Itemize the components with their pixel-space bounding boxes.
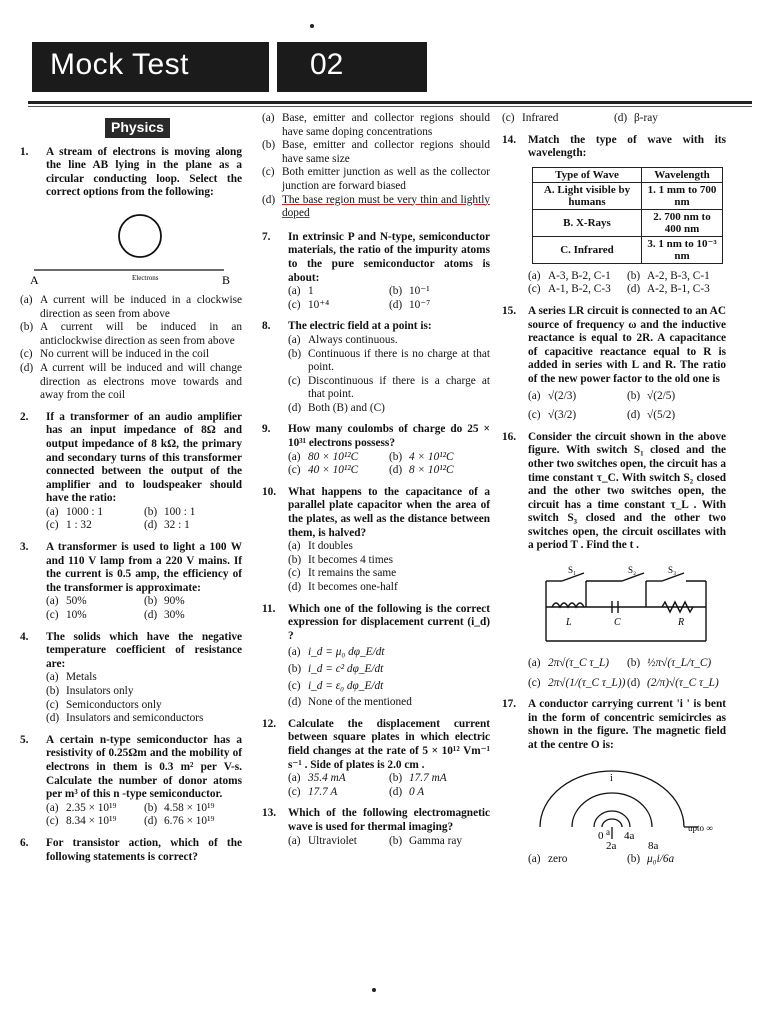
section-tag: Physics <box>105 118 170 138</box>
question-number: 2. <box>20 410 29 423</box>
option[interactable]: (a) Always continuous. <box>288 333 398 346</box>
header-number: 02 <box>310 48 344 81</box>
option[interactable]: (b) It becomes 4 times <box>288 553 394 566</box>
radius-a-label: a <box>606 826 610 837</box>
option[interactable]: (b) A-2, B-3, C-1 <box>627 269 710 282</box>
table-cell: 3. 1 nm to 10⁻³ nm <box>642 236 723 263</box>
question-11 <box>262 603 490 710</box>
option[interactable]: (d) Insulators and semiconductors <box>46 712 204 725</box>
question-text: Which of the following electromagnetic wave is used for thermal imaging? <box>288 807 490 833</box>
option[interactable]: (a) Ultraviolet <box>288 834 357 847</box>
option[interactable]: (a) 1000 : 1 <box>46 505 104 518</box>
option[interactable]: (a) 2π√(τ_C τ_L) <box>528 657 610 670</box>
question-3 <box>20 541 242 623</box>
question-8 <box>262 320 490 415</box>
question-text: Consider the circuit shown in the above figure. With switch S₁ closed and the other two switches open, the circuit has a time constant τ_C. With switch S₂ closed and the other two switches open, the circuit has a time constant τ_L . With switch S₃ closed and the other two switches open, the circuit oscillates with a period T . Find the t . <box>528 430 726 552</box>
question-number: 11. <box>262 602 276 615</box>
question-1 <box>20 146 242 200</box>
question-number: 15. <box>502 304 517 317</box>
option[interactable]: (d) β-ray <box>614 112 658 124</box>
question-14 <box>502 134 726 297</box>
question-number: 3. <box>20 541 29 554</box>
option-row <box>528 657 726 671</box>
inductor-label: L <box>566 617 572 629</box>
option[interactable]: (b) i_d = c² dφ_E/dt <box>288 662 384 675</box>
option[interactable]: (b) A current will be induced in an anticlockwise direction as seen from above <box>20 321 242 347</box>
option[interactable]: (a) 80 × 10¹²C <box>288 450 359 463</box>
centre-label: 0 <box>598 829 604 842</box>
switch-s1-label: S₁ <box>568 565 577 576</box>
resistor-label: R <box>678 617 685 629</box>
option[interactable]: (a) zero <box>528 852 568 865</box>
column-1 <box>20 112 242 872</box>
table-header-cell: Wavelength <box>642 167 723 182</box>
table-cell: 1. 1 mm to 700 nm <box>642 182 723 209</box>
column-2 <box>262 112 490 856</box>
table-row <box>533 236 723 263</box>
question-number: 16. <box>502 430 517 443</box>
table-header-cell: Type of Wave <box>533 167 642 182</box>
question-12 <box>262 718 490 800</box>
current-label: i <box>610 772 613 784</box>
option[interactable]: (c) 8.34 × 10¹⁹ <box>46 815 117 828</box>
loop-figure <box>20 208 242 290</box>
option[interactable]: (a) Metals <box>46 671 97 684</box>
question-17 <box>502 698 726 752</box>
option[interactable]: (a) 2.35 × 10¹⁹ <box>46 801 117 814</box>
table-cell: C. Infrared <box>533 236 642 263</box>
question-text: A stream of electrons is moving along the line AB lying in the plane as a circular conducting loop. Select the correct options from the following: <box>46 145 242 199</box>
option[interactable]: (b) Continuous if there is no charge at that point. <box>288 347 490 374</box>
option[interactable]: (c) 10% <box>46 609 87 622</box>
option[interactable]: (c) 2π√(1/(τ_C τ_L)) <box>528 676 626 689</box>
header-rule <box>28 101 752 104</box>
question-number: 12. <box>262 717 277 730</box>
question-number: 13. <box>262 807 277 820</box>
option[interactable]: (b) μ₀i/6a <box>627 852 675 865</box>
question-number: 8. <box>262 320 271 333</box>
option-row <box>528 390 726 404</box>
table-cell: B. X-Rays <box>533 209 642 236</box>
option-row <box>288 786 490 800</box>
option[interactable]: (d) It becomes one-half <box>288 581 398 593</box>
question-6-options <box>262 112 490 221</box>
question-6 <box>20 837 242 864</box>
switch-s2-label: S₂ <box>628 565 637 576</box>
table-header-row <box>533 167 723 182</box>
option[interactable]: (b) 90% <box>144 595 185 608</box>
option[interactable]: (d) 6.76 × 10¹⁹ <box>144 815 215 828</box>
wavelength-table <box>532 167 723 264</box>
question-7 <box>262 231 490 313</box>
question-text: In extrinsic P and N-type, semiconductor materials, the ratio of the impurity atoms to the pure semiconductor atoms is about: <box>288 230 490 284</box>
question-13-options-cont <box>502 112 726 126</box>
option-row <box>46 506 242 520</box>
option[interactable]: (d) 8 × 10¹²C <box>389 464 454 477</box>
point-a-label: A <box>30 272 39 287</box>
option-row <box>46 802 242 816</box>
option-row <box>288 835 490 849</box>
table-cell: A. Light visible by humans <box>533 182 642 209</box>
option[interactable]: (d) A-2, B-1, C-3 <box>627 283 710 296</box>
option-row <box>288 464 490 478</box>
option[interactable]: (b) ½π√(τ_L/τ_C) <box>627 657 712 670</box>
option[interactable]: (a) Base, emitter and collector regions should have same doping concentrations <box>262 112 490 138</box>
option[interactable]: (c) 17.7 A <box>288 785 338 798</box>
question-number: 10. <box>262 485 277 498</box>
question-16-options <box>528 657 726 690</box>
question-number: 17. <box>502 698 517 711</box>
option[interactable]: (b) Insulators only <box>46 685 134 697</box>
option[interactable]: (c) It remains the same <box>288 567 397 580</box>
question-15 <box>502 305 726 423</box>
question-text: Which one of the following is the correct expression for displacement current (i_d) ? <box>288 602 490 642</box>
radius-2a-label: 2a <box>606 839 617 849</box>
question-number: 1. <box>20 145 29 158</box>
loop-circle <box>119 215 161 257</box>
question-text: A transformer is used to light a 100 W and 110 V lamp from a 220 V mains. If the current is 0.5 amp, the efficiency of the transformer is approximate: <box>46 541 242 594</box>
point-b-label: B <box>222 272 231 287</box>
lrc-circuit-figure <box>502 561 726 653</box>
option[interactable]: (a) A current will be induced in a clockwise direction as seen from above <box>20 293 242 320</box>
option-row <box>46 595 242 609</box>
option[interactable]: (b) Gamma ray <box>389 834 463 847</box>
question-text: For transistor action, which of the following statements is correct? <box>46 836 242 863</box>
question-number: 6. <box>20 836 29 849</box>
option[interactable]: (c) i_d = ε₀ dφ_E/dt <box>288 679 384 692</box>
column-3 <box>502 112 726 866</box>
upto-infinity-label: upto ∞ <box>688 822 713 833</box>
question-1-options <box>20 294 242 403</box>
option-row <box>528 270 726 284</box>
header-title: Mock Test <box>50 48 189 81</box>
option[interactable]: (b) 100 : 1 <box>144 505 196 518</box>
table-row <box>533 209 723 236</box>
option[interactable]: (c) 10⁺⁴ <box>288 298 330 311</box>
capacitor-label: C <box>614 617 621 629</box>
option-row <box>288 299 490 313</box>
question-number: 4. <box>20 630 29 643</box>
question-text: What happens to the capacitance of a parallel plate capacitor when the area of the plates, as well as the distance between them, is halved? <box>288 485 490 539</box>
question-text: A certain n-type semiconductor has a resistivity of 0.25Ωm and the mobility of electrons in them is 0.3 m² per V-s. Calculate the number of donor atoms per m³ of this n -type semiconductor. <box>46 733 242 801</box>
question-16 <box>502 431 726 553</box>
option[interactable]: (d) √(5/2) <box>627 409 676 422</box>
switch-s3-label: S₃ <box>668 565 677 576</box>
option[interactable]: (d) A current will be induced and will change direction as electrons move towards and away from the coil <box>20 361 242 402</box>
option-row <box>46 519 242 533</box>
option[interactable]: (c) Semiconductors only <box>46 698 162 711</box>
option[interactable]: (d) (2/π)√(τ_C τ_L) <box>627 676 719 689</box>
option[interactable]: (b) 4.58 × 10¹⁹ <box>144 801 215 814</box>
option[interactable]: (b) Base, emitter and collector regions should have same size <box>262 139 490 165</box>
option[interactable]: (a) A-3, B-2, C-1 <box>528 269 611 282</box>
underlined-answer: The base region must be very thin and lightly doped <box>282 193 490 220</box>
mock-test-header <box>32 42 427 92</box>
option[interactable]: (c) Both emitter junction as well as the collector junction are forward biased <box>262 166 490 192</box>
option-row <box>288 451 490 465</box>
question-number: 5. <box>20 733 29 746</box>
option[interactable]: (a) √(2/3) <box>528 389 577 402</box>
question-text: How many coulombs of charge do 25 × 10³¹ electrons possess? <box>288 423 490 450</box>
option-row <box>528 283 726 297</box>
option[interactable]: (d) The base region must be very thin and lightly doped <box>262 193 490 220</box>
question-4 <box>20 631 242 726</box>
option[interactable]: (c) 40 × 10¹²C <box>288 464 359 477</box>
question-text: Calculate the displacement current between square plates in which electric field changes at the rate of 5 × 10¹² Vm⁻¹ s⁻¹ . Side of plates is 2.0 cm . <box>288 717 490 771</box>
option[interactable]: (c) Infrared <box>502 112 559 124</box>
table-row <box>533 182 723 209</box>
radius-8a-label: 8a <box>648 839 659 849</box>
question-text: A series LR circuit is connected to an AC source of frequency ω and the inductive reactance is equal to 2R. A capacitance of capacitive reactance equal to R is added in series with L and R. The ratio of the new power factor to the old one is <box>528 304 726 385</box>
question-text: The electric field at a point is: <box>288 320 432 333</box>
option[interactable]: (c) 1 : 32 <box>46 519 92 532</box>
option[interactable]: (b) 10⁻¹ <box>389 285 430 298</box>
question-text: Match the type of wave with its wavelength: <box>528 133 726 160</box>
option-row <box>528 677 726 691</box>
option[interactable]: (a) 35.4 mA <box>288 772 346 785</box>
question-5 <box>20 734 242 829</box>
option[interactable]: (a) 1 <box>288 285 314 298</box>
option[interactable]: (b) 17.7 mA <box>389 772 447 785</box>
question-2 <box>20 411 242 533</box>
radius-4a-label: 4a <box>624 829 635 842</box>
option[interactable]: (d) None of the mentioned <box>288 696 412 709</box>
option[interactable]: (d) 0 A <box>389 785 425 798</box>
option[interactable]: (c) No current will be induced in the coil <box>20 348 210 361</box>
option-row <box>528 853 726 867</box>
option[interactable]: (c) Discontinuous if there is a charge at that point. <box>288 374 490 401</box>
option[interactable]: (a) It doubles <box>288 540 353 553</box>
question-13 <box>262 807 490 848</box>
option-row <box>288 772 490 786</box>
option-row <box>528 409 726 423</box>
option[interactable]: (d) 10⁻⁷ <box>389 298 431 311</box>
option[interactable]: (c) A-1, B-2, C-3 <box>528 283 611 296</box>
option[interactable]: (d) 30% <box>144 609 185 622</box>
question-number: 7. <box>262 230 271 243</box>
semicircles-figure <box>502 761 726 849</box>
option[interactable]: (a) 50% <box>46 595 87 608</box>
header-rule-thin <box>28 106 752 107</box>
electrons-label: Electrons <box>132 273 159 282</box>
option[interactable]: (d) 32 : 1 <box>144 519 190 532</box>
scan-mark <box>310 24 314 28</box>
question-10 <box>262 486 490 595</box>
scan-mark <box>372 988 376 992</box>
option[interactable]: (a) i_d = μ₀ dφ_E/dt <box>288 646 385 659</box>
option[interactable]: (b) √(2/5) <box>627 389 676 402</box>
table-cell: 2. 700 nm to 400 nm <box>642 209 723 236</box>
question-9 <box>262 423 490 477</box>
option[interactable]: (d) Both (B) and (C) <box>288 401 385 414</box>
option-row <box>46 609 242 623</box>
option-row <box>46 815 242 829</box>
question-text: A conductor carrying current 'i ' is bent in the form of concentric semicircles as shown in the figure. The magnetic field at the centre O is: <box>528 698 726 752</box>
header-separator <box>269 42 277 92</box>
option[interactable]: (c) √(3/2) <box>528 409 577 422</box>
option[interactable]: (b) 4 × 10¹²C <box>389 450 454 463</box>
option-row <box>288 285 490 299</box>
question-number: 9. <box>262 423 271 436</box>
question-number: 14. <box>502 133 517 146</box>
question-text: The solids which have the negative temperature coefficient of resistance are: <box>46 630 242 670</box>
question-text: If a transformer of an audio amplifier has an input impedance of 8Ω and output impedance of 8 kΩ, the primary and secondary turns of this transformer connected between the output of the amplifier and to loudspeaker should have the ratio: <box>46 410 242 505</box>
